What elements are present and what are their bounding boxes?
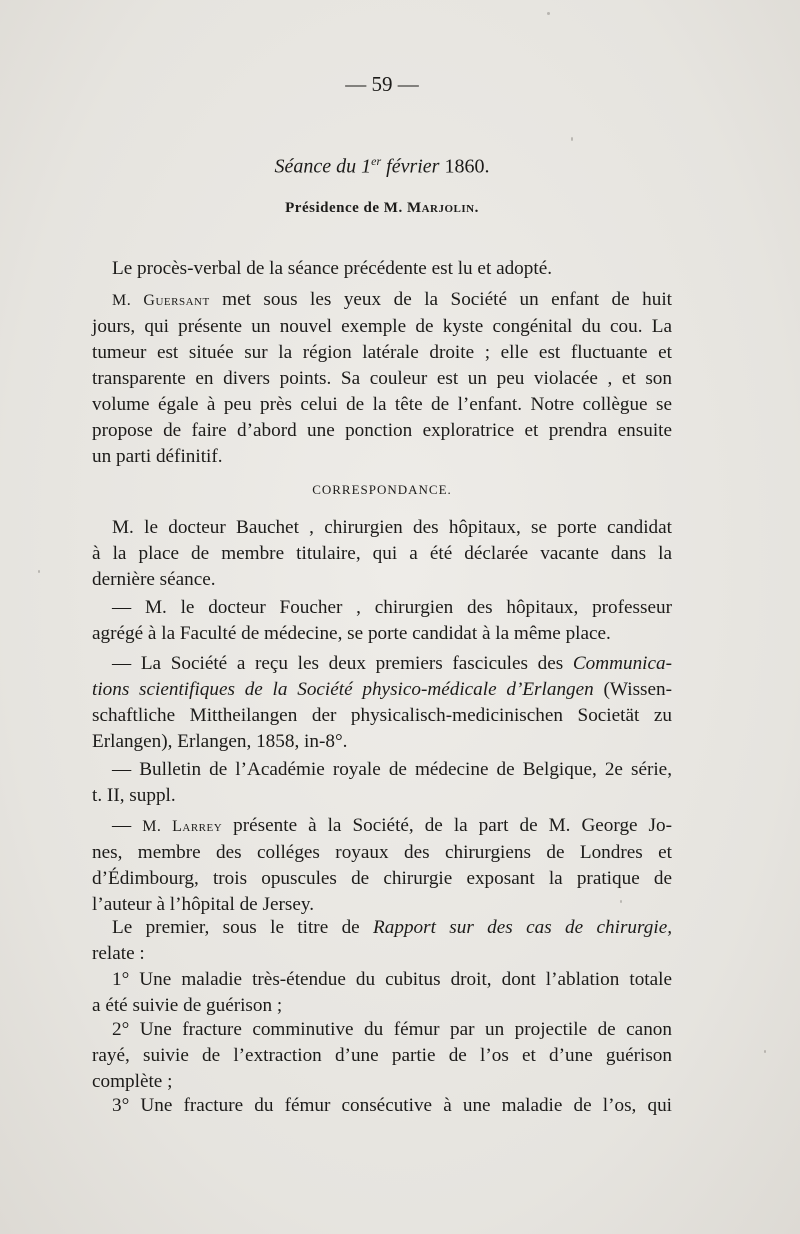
line-text: — (112, 815, 143, 836)
paragraph-larrey (92, 813, 672, 918)
text-line: tumeur est située sur la région latérale droite ; elle est fluctuante et (92, 342, 672, 363)
scan-speck (571, 137, 573, 141)
text-line: schaftliche Mittheilangen der physicalisch-medicinischen Societät zu (92, 705, 672, 726)
text-line (92, 813, 672, 840)
seance-day-sup: er (371, 154, 382, 168)
paragraph-erlangen (92, 651, 672, 755)
text-line (92, 287, 672, 314)
text-line: à la place de membre titulaire, qui a été déclarée vacante dans la (92, 543, 672, 564)
text-line: jours, qui présente un nouvel exemple de kyste congénital du cou. La (92, 316, 672, 337)
presidence-name: M. Marjolin. (383, 200, 479, 216)
text-line: 3° Une fracture du fémur consécutive à une maladie de l’os, qui (112, 1095, 672, 1116)
text-line: Le procès-verbal de la séance précédente est lu et adopté. (112, 258, 553, 279)
text-line: l’auteur à l’hôpital de Jersey. (92, 894, 314, 915)
journal-title: Communica- (572, 653, 672, 674)
text-line: — M. le docteur Foucher , chirurgien des hôpitaux, professeur (112, 597, 672, 618)
line-text: Le premier, sous le titre de (112, 917, 374, 938)
text-line: un parti définitif. (92, 446, 223, 467)
report-title: Rapport sur des cas de chirurgie, (373, 917, 673, 938)
list-item-3 (92, 1093, 672, 1119)
section-heading-correspondance: CORRESPONDANCE. (312, 482, 452, 497)
paragraph-guersant (92, 287, 672, 470)
text-line: nes, membre des colléges royaux des chirurgiens de Londres et (92, 842, 672, 863)
list-item-2 (92, 1017, 672, 1095)
presidence-prefix: Présidence de (285, 200, 384, 216)
line-text: — La Société a reçu les deux premiers fascicules des (112, 653, 573, 674)
person-name: M. Guersant (112, 292, 210, 309)
line-text: présente à la Société, de la part de M. George Jo- (222, 815, 673, 836)
scan-speck (547, 12, 550, 15)
text-line: d’Édimbourg, trois opuscules de chirurgie exposant la pratique de (92, 868, 672, 889)
text-line: transparente en divers points. Sa couleur est un peu violacée , et son (92, 368, 672, 389)
text-line: — Bulletin de l’Académie royale de médecine de Belgique, 2e série, (112, 759, 672, 780)
paragraph-premier (92, 915, 672, 967)
list-item-1 (92, 967, 672, 1019)
text-line: rayé, suivie de l’extraction d’une partie de l’os et d’une guérison (92, 1045, 672, 1066)
presidence-line (92, 200, 672, 217)
seance-prefix: Séance du (274, 155, 362, 178)
text-line: a été suivie de guérison ; (92, 995, 283, 1016)
line-text: (Wissen- (593, 679, 673, 700)
text-line: dernière séance. (92, 569, 216, 590)
seance-year: 1860. (444, 155, 490, 178)
line-text: met sous les yeux de la Société un enfant de huit (209, 289, 672, 310)
text-line: propose de faire d’abord une ponction exploratrice et prendra ensuite (92, 420, 672, 441)
scan-speck (38, 570, 40, 573)
text-line: volume égale à peu près celui de la tête de l’enfant. Notre collègue se (92, 394, 672, 415)
text-line: 1° Une maladie très-étendue du cubitus droit, dont l’ablation totale (112, 969, 672, 990)
scan-speck (764, 1050, 766, 1053)
text-line: M. le docteur Bauchet , chirurgien des hôpitaux, se porte candidat (112, 517, 672, 538)
paragraph-proces-verbal (92, 256, 672, 282)
text-line: Erlangen), Erlangen, 1858, in-8°. (92, 731, 348, 752)
paragraph-foucher (92, 595, 672, 647)
text-line: agrégé à la Faculté de médecine, se porte candidat à la même place. (92, 623, 611, 644)
seance-month: février (381, 155, 445, 178)
seance-title (92, 154, 672, 179)
page-number: — 59 — (345, 72, 419, 96)
text-line: relate : (92, 943, 145, 964)
text-line (92, 915, 672, 941)
text-line (92, 651, 672, 677)
text-line: 2° Une fracture comminutive du fémur par un projectile de canon (112, 1019, 672, 1040)
text-line (92, 677, 672, 703)
paragraph-bulletin (92, 757, 672, 809)
journal-title: tions scientifiques de la Société physico-médicale d’Erlangen (92, 679, 594, 700)
person-name: M. Larrey (142, 818, 223, 835)
paragraph-bauchet (92, 515, 672, 593)
seance-day: 1 (361, 155, 372, 178)
text-line: t. II, suppl. (92, 785, 176, 806)
text-line: complète ; (92, 1071, 173, 1092)
